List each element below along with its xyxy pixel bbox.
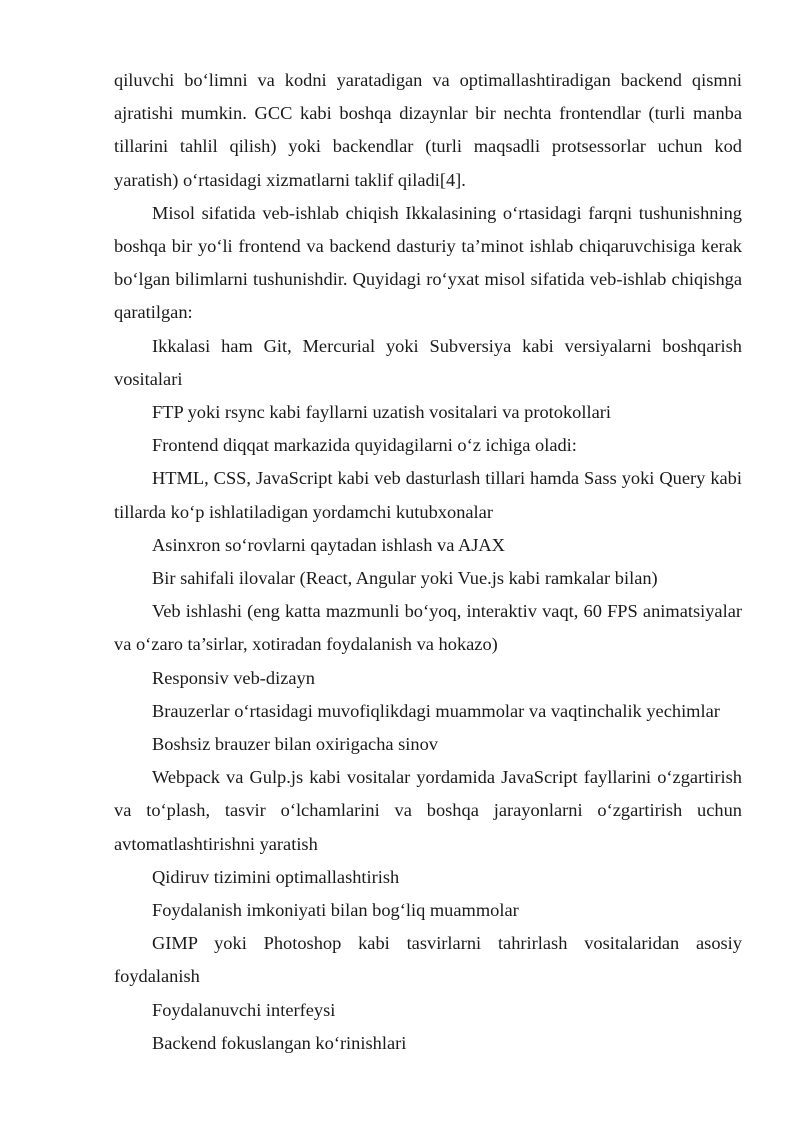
list-item-browser-compat: Brauzerlar o‘rtasidagi muvofiqlikdagi muammolar va vaqtinchalik yechimlar <box>152 700 720 721</box>
list-item-frontend-heading: Frontend diqqat markazida quyidagilarni o‘z ichiga oladi: <box>152 435 577 456</box>
list-item-accessibility: Foydalanish imkoniyati bilan bog‘liq muammolar <box>152 900 519 921</box>
paragraph-intro: Misol sifatida veb-ishlab chiqish Ikkalasining o‘rtasidagi farqni tushunishning boshqa bir yo‘li frontend va backend dasturiy ta’minot ishlab chiqaruvchisiga kerak bo‘lgan bilimlarni tushunishdir. Quyidagi ro‘yxat misol sifatida veb-ishlab chiqishga qaratilgan: <box>114 202 742 323</box>
list-item-async-requests: Asinxron so‘rovlarni qaytadan ishlash va AJAX <box>152 534 505 555</box>
list-item-web-performance: Veb ishlashi (eng katta mazmunli bo‘yoq, interaktiv vaqt, 60 FPS animatsiyalar va o‘zaro ta’sirlar, xotiradan foydalanish va hokazo) <box>114 601 742 655</box>
document-page <box>114 64 742 1060</box>
list-item-build-tools: Webpack va Gulp.js kabi vositalar yordamida JavaScript fayllarini o‘zgartirish va to‘plash, tasvir o‘lchamlarini va boshqa jarayonlarni o‘zgartirish uchun avtomatlashtirishni yaratish <box>114 767 742 854</box>
list-item-seo: Qidiruv tizimini optimallashtirish <box>152 866 400 887</box>
list-item-backend-focus: Backend fokuslangan ko‘rinishlari <box>152 1032 407 1053</box>
list-item-file-transfer: FTP yoki rsync kabi fayllarni uzatish vositalari va protokollari <box>152 402 611 423</box>
list-item-headless-testing: Boshsiz brauzer bilan oxirigacha sinov <box>152 734 438 755</box>
list-item-image-editing: GIMP yoki Photoshop kabi tasvirlarni tahrirlash vositalaridan asosiy foydalanish <box>114 933 742 987</box>
list-item-version-control: Ikkalasi ham Git, Mercurial yoki Subversiya kabi versiyalarni boshqarish vositalari <box>114 335 742 389</box>
paragraph-continuation: qiluvchi bo‘limni va kodni yaratadigan va optimallashtiradigan backend qismni ajratishi mumkin. GCC kabi boshqa dizaynlar bir nechta frontendlar (turli manba tillarini tahlil qilish) yoki backendlar (turli maqsadli protsessorlar uchun kod yaratish) o‘rtasidagi xizmatlarni taklif qiladi[4]. <box>114 70 742 190</box>
list-item-single-page-apps: Bir sahifali ilovalar (React, Angular yoki Vue.js kabi ramkalar bilan) <box>152 568 658 589</box>
list-item-responsive-design: Responsiv veb-dizayn <box>152 667 315 688</box>
list-item-web-languages: HTML, CSS, JavaScript kabi veb dasturlash tillari hamda Sass yoki Query kabi tillarda ko‘p ishlatiladigan yordamchi kutubxonalar <box>114 468 742 522</box>
list-item-user-interface: Foydalanuvchi interfeysi <box>152 999 336 1020</box>
